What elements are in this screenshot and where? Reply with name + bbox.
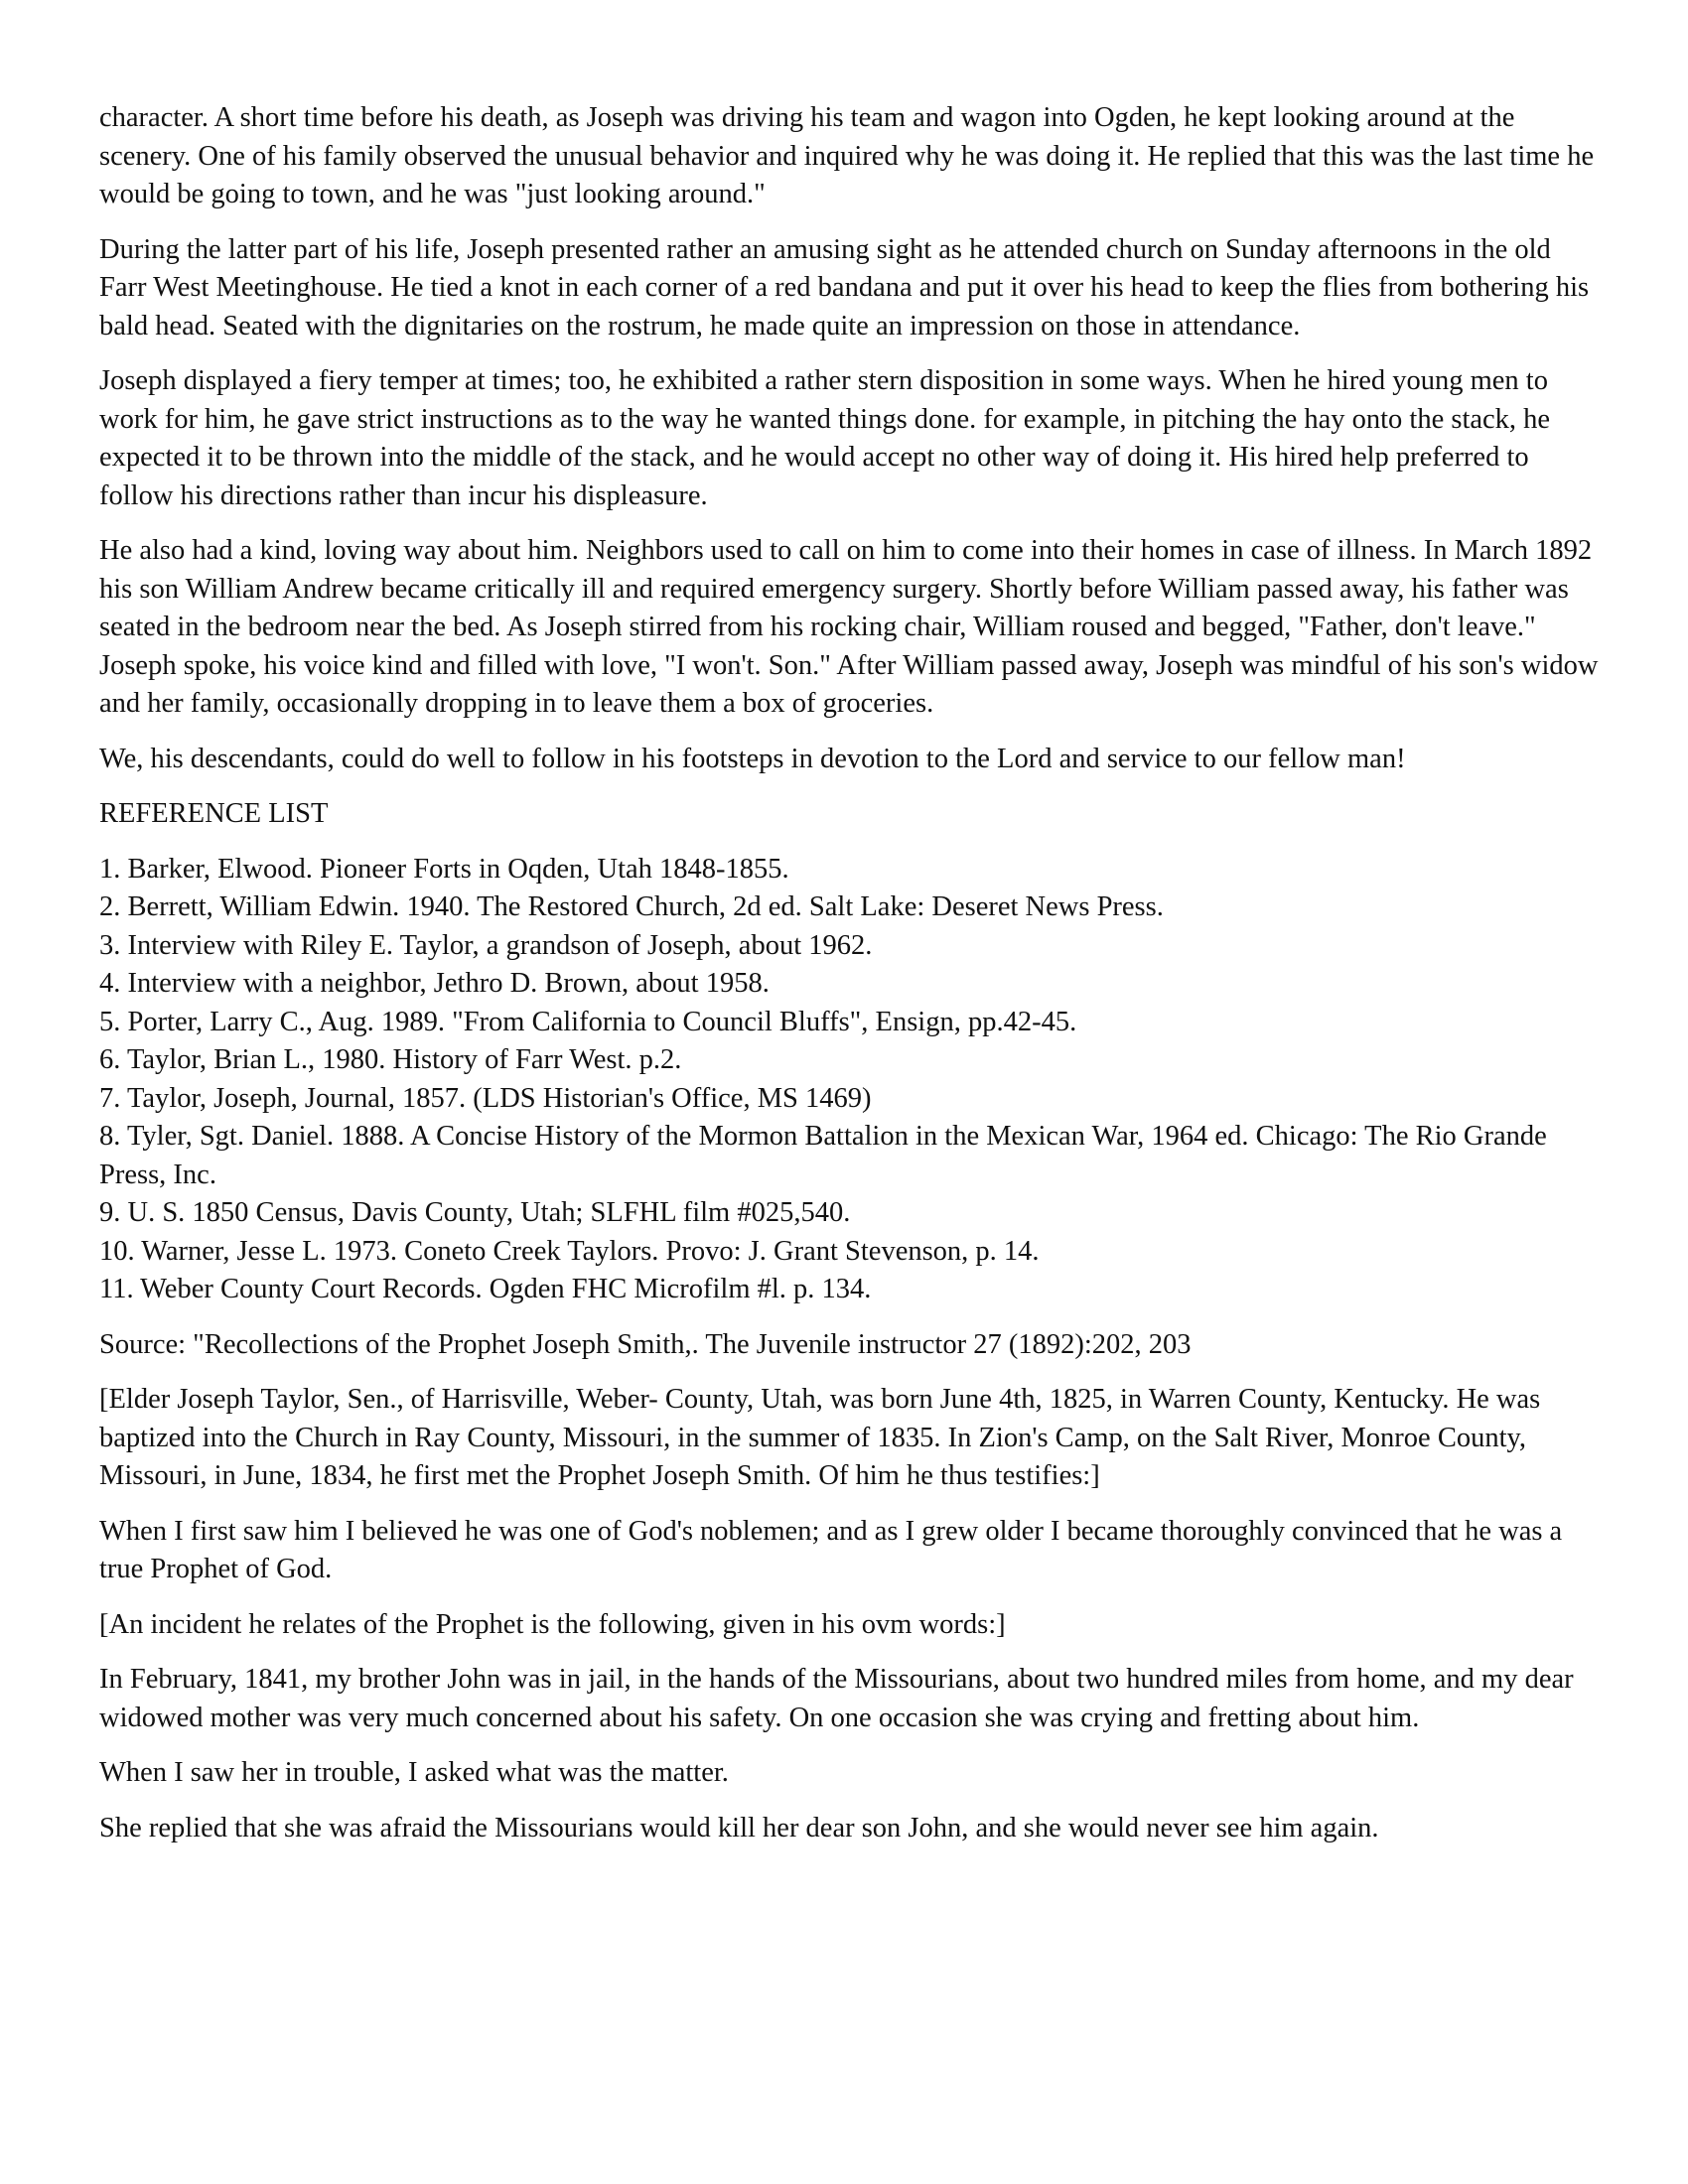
- reference-item: 2. Berrett, William Edwin. 1940. The Restored Church, 2d ed. Salt Lake: Deseret News Press.: [99, 891, 1164, 922]
- reference-item: 10. Warner, Jesse L. 1973. Coneto Creek Taylors. Provo: J. Grant Stevenson, p. 14.: [99, 1235, 1040, 1267]
- document-page: [99, 99, 1599, 1864]
- reference-item: 1. Barker, Elwood. Pioneer Forts in Oqden, Utah 1848-1855.: [99, 853, 789, 885]
- paragraph-asked-what-was-matter: When I saw her in trouble, I asked what was the matter.: [99, 1757, 729, 1788]
- paragraph-last-trip-to-ogden: character. A short time before his death, as Joseph was driving his team and wagon into Ogden, he kept looking around at the scenery. One of his family observed the unusual behavior and inquired why he was doing it. He replied that this was the last time he would be going to town, and he was "just looking around.": [99, 102, 1595, 209]
- reference-item: 11. Weber County Court Records. Ogden FHC Microfilm #l. p. 134.: [99, 1274, 872, 1304]
- reference-item: 8. Tyler, Sgt. Daniel. 1888. A Concise History of the Mormon Battalion in the Mexican War, 1964 ed. Chicago: The Rio Grande Press, Inc.: [99, 1121, 1547, 1190]
- reference-list-heading: REFERENCE LIST: [99, 798, 329, 829]
- paragraph-brother-john-in-jail: In February, 1841, my brother John was in jail, in the hands of the Missourians, about two hundred miles from home, and my dear widowed mother was very much concerned about his safety. On one occasion she was crying and fretting about him.: [99, 1664, 1574, 1733]
- reference-item: 3. Interview with Riley E. Taylor, a grandson of Joseph, about 1962.: [99, 929, 873, 961]
- paragraph-incident-intro: [An incident he relates of the Prophet is the following, given in his ovm words:]: [99, 1608, 1006, 1640]
- paragraph-mother-reply: She replied that she was afraid the Missourians would kill her dear son John, and she would never see him again.: [99, 1812, 1379, 1843]
- reference-item: 4. Interview with a neighbor, Jethro D. Brown, about 1958.: [99, 968, 770, 999]
- reference-list: [99, 851, 1599, 1309]
- reference-item: 9. U. S. 1850 Census, Davis County, Utah; SLFHL film #025,540.: [99, 1197, 851, 1228]
- paragraph-fiery-temper: Joseph displayed a fiery temper at times; too, he exhibited a rather stern disposition in some ways. When he hired young men to work for him, he gave strict instructions as to the way he wanted things done. for example, in pitching the hay onto the stack, he expected it to be thrown into the middle of the stack, and he would accept no other way of doing it. His hired help preferred to follow his directions rather than incur his displeasure.: [99, 365, 1551, 511]
- reference-item: 6. Taylor, Brian L., 1980. History of Farr West. p.2.: [99, 1044, 682, 1075]
- paragraph-elder-joseph-taylor-intro: [Elder Joseph Taylor, Sen., of Harrisville, Weber- County, Utah, was born June 4th, 1825, in Warren County, Kentucky. He was baptized into the Church in Ray County, Missouri, in the summer of 1835. In Zion's Camp, on the Salt River, Monroe County, Missouri, in June, 1834, he first met the Prophet Joseph Smith. Of him he thus testifies:]: [99, 1384, 1541, 1491]
- reference-item: 7. Taylor, Joseph, Journal, 1857. (LDS Historian's Office, MS 1469): [99, 1082, 872, 1114]
- paragraph-descendants: We, his descendants, could do well to follow in his footsteps in devotion to the Lord and service to our fellow man!: [99, 743, 1406, 774]
- paragraph-red-bandana: During the latter part of his life, Joseph presented rather an amusing sight as he attended church on Sunday afternoons in the old Farr West Meetinghouse. He tied a knot in each corner of a red bandana and put it over his head to keep the flies from bothering his bald head. Seated with the dignitaries on the rostrum, he made quite an impression on those in attendance.: [99, 233, 1590, 341]
- paragraph-kind-loving-way: He also had a kind, loving way about him. Neighbors used to call on him to come into their homes in case of illness. In March 1892 his son William Andrew became critically ill and required emergency surgery. Shortly before William passed away, his father was seated in the bedroom near the bed. As Joseph stirred from his rocking chair, William roused and begged, "Father, don't leave." Joseph spoke, his voice kind and filled with love, "I won't. Son." After William passed away, Joseph was mindful of his son's widow and her family, occasionally dropping in to leave them a box of groceries.: [99, 535, 1599, 719]
- reference-item: 5. Porter, Larry C., Aug. 1989. "From California to Council Bluffs", Ensign, pp.42-45.: [99, 1006, 1077, 1037]
- source-citation: Source: "Recollections of the Prophet Joseph Smith,. The Juvenile instructor 27 (1892):202, 203: [99, 1328, 1192, 1360]
- paragraph-gods-noblemen: When I first saw him I believed he was one of God's noblemen; and as I grew older I became thoroughly convinced that he was a true Prophet of God.: [99, 1515, 1563, 1584]
